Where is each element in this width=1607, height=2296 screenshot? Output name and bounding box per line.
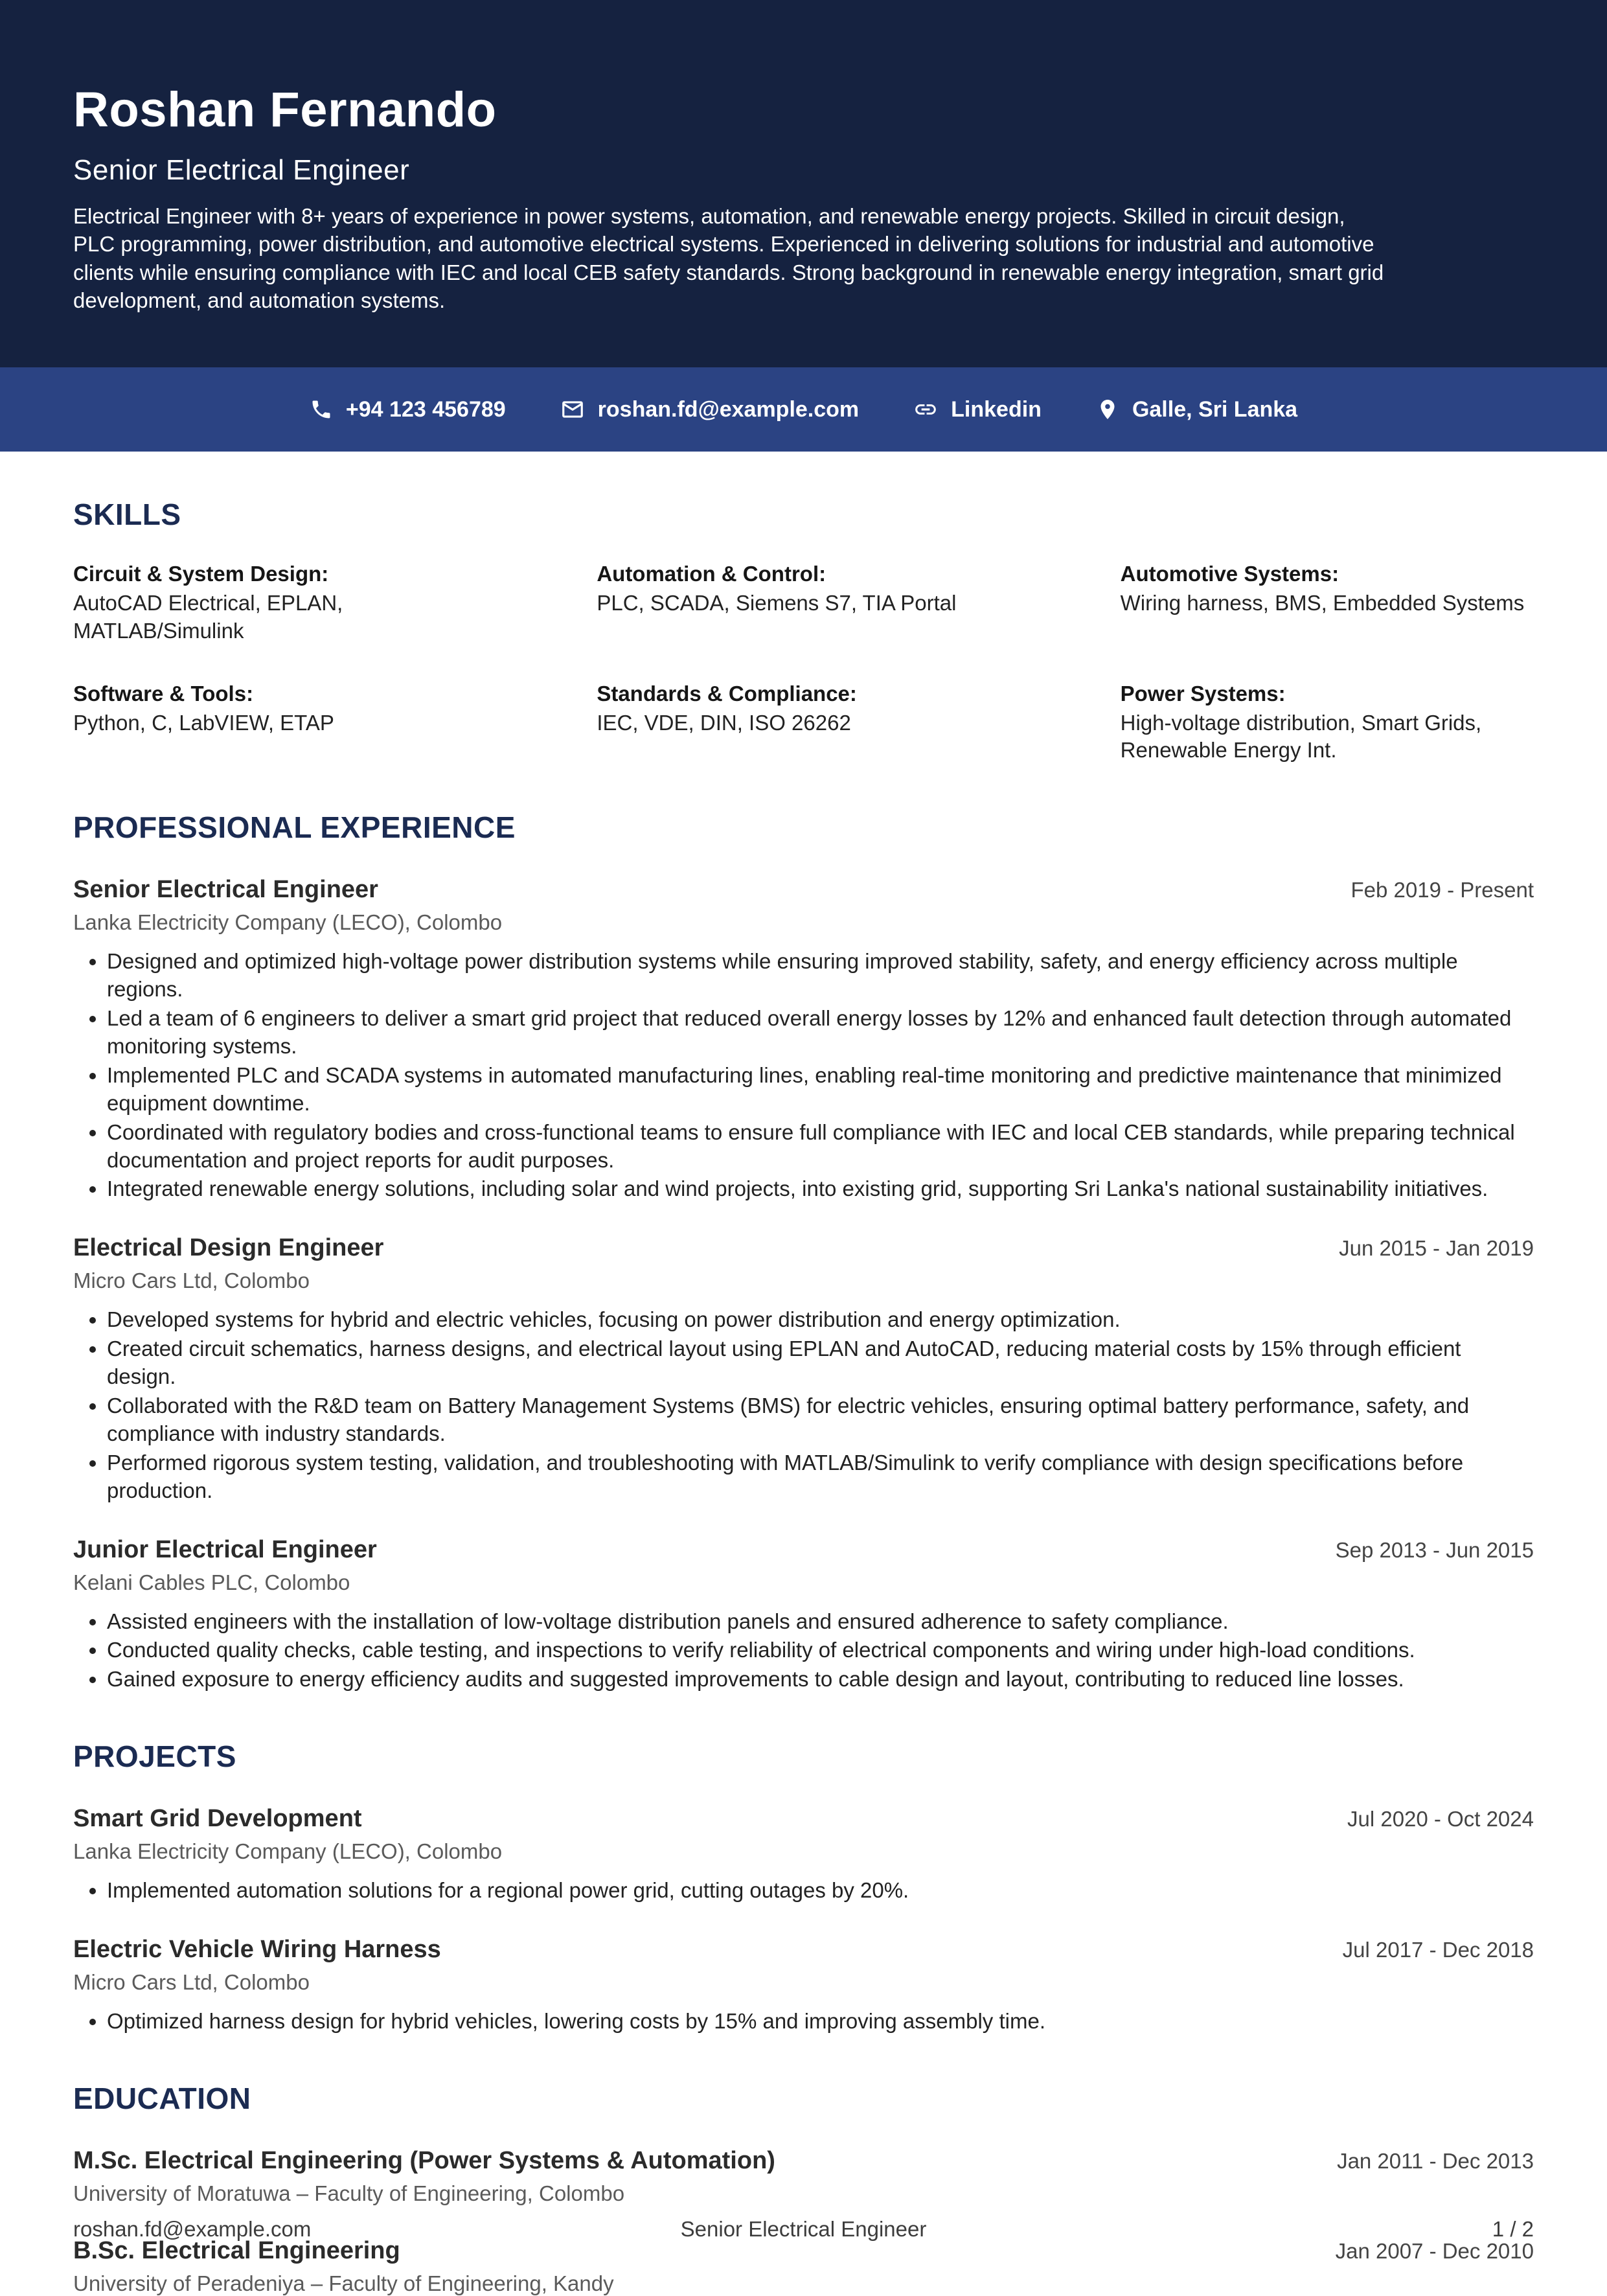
job-bullet: • Conducted quality checks, cable testing, and inspections to verify reliability of electrical components and wiring under high-load conditions. <box>107 1636 1534 1664</box>
project-dates: Jul 2020 - Oct 2024 <box>1347 1807 1534 1831</box>
job-title: Electrical Design Engineer <box>73 1234 384 1262</box>
job-dates: Sep 2013 - Jun 2015 <box>1335 1537 1534 1562</box>
entry-head <box>73 1936 1534 1964</box>
job-title: Junior Electrical Engineer <box>73 1535 377 1563</box>
project-title: Electric Vehicle Wiring Harness <box>73 1936 441 1964</box>
entry-head <box>73 1536 1534 1564</box>
skill-label: Standards & Compliance: <box>597 681 857 706</box>
degree-dates: Jan 2007 - Dec 2010 <box>1335 2239 1534 2264</box>
contact-linkedin[interactable] <box>913 397 1042 422</box>
job-company: Kelani Cables PLC, Colombo <box>73 1570 350 1594</box>
job-bullet: • Collaborated with the R&D team on Battery Management Systems (BMS) for electric vehicles, ensuring optimal battery performance, safety, and compliance with industry standards. <box>107 1392 1534 1448</box>
skill-label: Power Systems: <box>1120 681 1286 706</box>
skill-value: PLC, SCADA, Siemens S7, TIA Portal <box>597 590 957 615</box>
phone-icon <box>310 398 333 421</box>
education-heading: EDUCATION <box>73 2082 251 2116</box>
skill-item <box>1121 680 1534 765</box>
projects-heading: PROJECTS <box>73 1739 236 1774</box>
experience-entry <box>73 876 1534 1203</box>
skill-item <box>597 560 1010 645</box>
skill-item <box>1121 560 1534 645</box>
degree-school: University of Peradeniya – Faculty of Engineering, Kandy <box>73 2271 614 2296</box>
job-company: Micro Cars Ltd, Colombo <box>73 1269 310 1293</box>
skill-value: AutoCAD Electrical, EPLAN, MATLAB/Simulink <box>73 590 343 643</box>
job-bullet: • Integrated renewable energy solutions, including solar and wind projects, into existing grid, supporting Sri Lanka's national sustainability initiatives. <box>107 1175 1534 1203</box>
project-company: Lanka Electricity Company (LECO), Colombo <box>73 1839 503 1864</box>
entry-head <box>73 1805 1534 1833</box>
job-bullet-list <box>73 1306 1534 1504</box>
experience-heading: PROFESSIONAL EXPERIENCE <box>73 810 516 845</box>
project-dates: Jul 2017 - Dec 2018 <box>1342 1938 1534 1962</box>
job-bullet: • Created circuit schematics, harness designs, and electrical layout using EPLAN and AutoCAD, reducing material costs by 15% through efficient design. <box>107 1335 1534 1391</box>
job-bullet: • Designed and optimized high-voltage power distribution systems while ensuring improved stability, safety, and energy efficiency across multiple regions. <box>107 948 1534 1004</box>
contact-phone-text: +94 123 456789 <box>345 396 506 422</box>
footer-page-number: 1 / 2 <box>1492 2217 1534 2241</box>
project-entry <box>73 1805 1534 1905</box>
job-bullet: • Implemented PLC and SCADA systems in automated manufacturing lines, enabling real-time monitoring and predictive maintenance that minimized equipment downtime. <box>107 1062 1534 1118</box>
page-footer <box>73 2217 1534 2242</box>
project-company: Micro Cars Ltd, Colombo <box>73 1970 310 1995</box>
skill-item <box>597 680 1010 765</box>
skill-value: High-voltage distribution, Smart Grids, Renewable Energy Int. <box>1120 710 1482 763</box>
skill-item <box>73 680 486 765</box>
link-icon <box>913 397 938 422</box>
job-title: Senior Electrical Engineer <box>73 876 378 904</box>
map-pin-icon <box>1096 398 1119 421</box>
skills-heading: SKILLS <box>73 498 181 531</box>
job-bullet: • Led a team of 6 engineers to deliver a smart grid project that reduced overall energy losses by 12% and enhanced fault detection through automated monitoring systems. <box>107 1005 1534 1061</box>
project-bullet: • Implemented automation solutions for a regional power grid, cutting outages by 20%. <box>107 1877 1534 1905</box>
project-bullet-list <box>73 1877 1534 1905</box>
person-title: Senior Electrical Engineer <box>73 154 410 186</box>
resume-header <box>0 0 1607 367</box>
education-entry <box>73 2237 1534 2296</box>
contact-bar <box>0 367 1607 452</box>
education-entry <box>73 2147 1534 2206</box>
degree-dates: Jan 2011 - Dec 2013 <box>1337 2149 1534 2174</box>
job-bullet: • Assisted engineers with the installation of low-voltage distribution panels and ensured adherence to safety compliance. <box>107 1608 1534 1636</box>
skill-label: Software & Tools: <box>73 681 254 706</box>
project-bullet: • Optimized harness design for hybrid vehicles, lowering costs by 15% and improving assembly time. <box>107 2008 1534 2036</box>
job-dates: Jun 2015 - Jan 2019 <box>1339 1236 1534 1261</box>
contact-location-text: Galle, Sri Lanka <box>1132 396 1298 422</box>
job-bullet: • Developed systems for hybrid and electric vehicles, focusing on power distribution and energy optimization. <box>107 1306 1534 1334</box>
experience-entry <box>73 1234 1534 1504</box>
profile-summary: Electrical Engineer with 8+ years of experience in power systems, automation, and renewable energy projects. Skilled in circuit design, PLC programming, power distribution, and automotive electrical systems. Experienced in delivering solutions for industrial and automotive clients while ensuring compliance with IEC and local CEB safety standards. Strong background in renewable energy integration, smart grid development, and automation systems. <box>73 203 1384 313</box>
skill-label: Automation & Control: <box>597 562 826 586</box>
skill-value: IEC, VDE, DIN, ISO 26262 <box>597 710 851 735</box>
resume-body <box>0 497 1607 2296</box>
skill-label: Automotive Systems: <box>1120 562 1339 586</box>
job-bullet: • Performed rigorous system testing, validation, and troubleshooting with MATLAB/Simulink to verify compliance with design specifications before production. <box>107 1449 1534 1505</box>
skill-value: Wiring harness, BMS, Embedded Systems <box>1120 590 1525 615</box>
contact-location <box>1096 397 1297 422</box>
skill-item <box>73 560 486 645</box>
contact-email[interactable] <box>560 397 859 422</box>
envelope-icon <box>560 397 585 422</box>
contact-phone[interactable] <box>310 397 506 422</box>
contact-linkedin-text: Linkedin <box>951 396 1042 422</box>
skills-grid <box>73 560 1534 764</box>
project-bullet-list <box>73 2008 1534 2036</box>
job-bullet-list <box>73 1608 1534 1694</box>
entry-head <box>73 1234 1534 1262</box>
entry-head <box>73 876 1534 904</box>
job-bullet: • Gained exposure to energy efficiency audits and suggested improvements to cable design and layout, contributing to reduced line losses. <box>107 1666 1534 1693</box>
project-entry <box>73 1936 1534 2036</box>
degree-title: B.Sc. Electrical Engineering <box>73 2237 400 2265</box>
entry-head <box>73 2147 1534 2175</box>
footer-email: roshan.fd@example.com <box>73 2217 312 2241</box>
project-title: Smart Grid Development <box>73 1805 362 1833</box>
job-company: Lanka Electricity Company (LECO), Colombo <box>73 910 503 935</box>
job-dates: Feb 2019 - Present <box>1351 878 1534 902</box>
job-bullet: • Coordinated with regulatory bodies and cross-functional teams to ensure full compliance with IEC and local CEB standards, while preparing technical documentation and project reports for audit purposes. <box>107 1119 1534 1175</box>
degree-title: M.Sc. Electrical Engineering (Power Systems & Automation) <box>73 2147 775 2175</box>
contact-email-text: roshan.fd@example.com <box>597 396 860 422</box>
degree-school: University of Moratuwa – Faculty of Engineering, Colombo <box>73 2181 625 2206</box>
skill-label: Circuit & System Design: <box>73 562 329 586</box>
skill-value: Python, C, LabVIEW, ETAP <box>73 710 334 735</box>
experience-entry <box>73 1536 1534 1694</box>
job-bullet-list <box>73 948 1534 1203</box>
person-name: Roshan Fernando <box>73 82 497 137</box>
footer-title: Senior Electrical Engineer <box>680 2217 927 2241</box>
